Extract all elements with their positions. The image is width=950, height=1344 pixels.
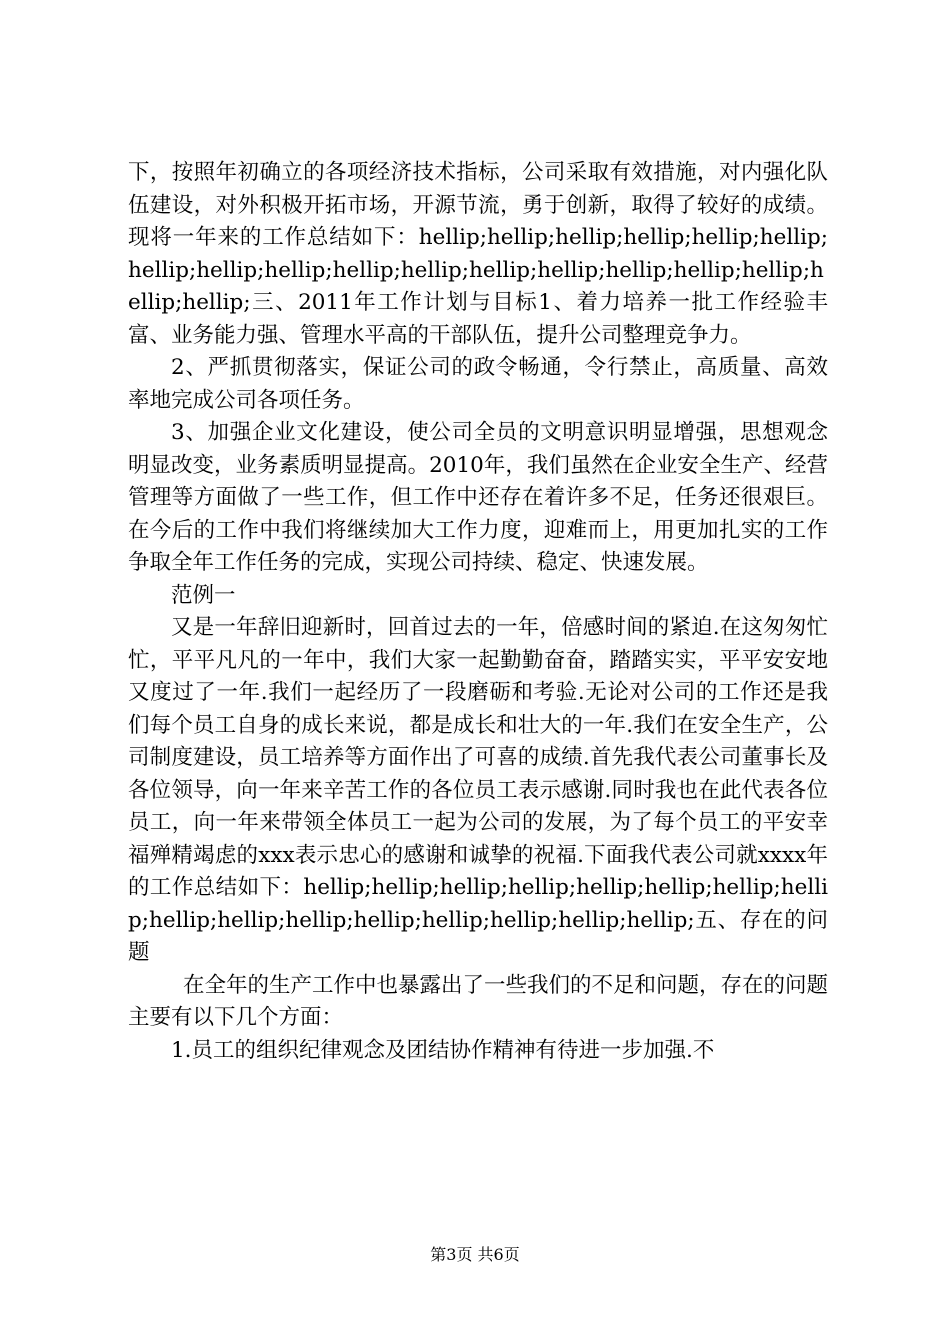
- paragraph-example-body: 又是一年辞旧迎新时，回首过去的一年，倍感时间的紧迫.在这匆匆忙忙，平平凡凡的一年中，我们大家一起勤勤奋奋，踏踏实实，平平安安地又度过了一年.我们一起经历了一段磨砺和考验.无论对公司的工作还是我们每个员工自身的成长来说，都是成长和壮大的一年.我们在安全生产，公司制度建设，员工培养等方面作出了可喜的成绩.首先我代表公司董事长及各位领导，向一年来辛苦工作的各位员工表示感谢.同时我也在此代表各位员工，向一年来带领全体员工一起为公司的发展，为了每个员工的平安幸福殚精竭虑的xxx表示忠心的感谢和诚挚的祝福.下面我代表公司就xxxx年的工作总结如下：hellip;hellip;hellip;hellip;hellip;hellip;hellip;hellip;hellip;hellip;hellip;hellip;hellip;hellip;hellip;hellip;五、存在的问题: [128, 615, 828, 965]
- page-number-footer: 第3页 共6页: [430, 1245, 520, 1264]
- section-heading-example-one: 范例一: [171, 582, 236, 608]
- paragraph-problem-1: 1.员工的组织纪律观念及团结协作精神有待进一步加强.不: [171, 1037, 715, 1063]
- paragraph-summary-intro: 下，按照年初确立的各项经济技术指标，公司采取有效措施，对内强化队伍建设，对外积极开拓市场，开源节流，勇于创新，取得了较好的成绩。现将一年来的工作总结如下：hellip;hellip;hellip;hellip;hellip;hellip;hellip;hellip;hellip;hellip;hellip;hellip;hellip;hellip;hellip;hellip;hellip;hellip;三、2011年工作计划与目标1、着力培养一批工作经验丰富、业务能力强、管理水平高的干部队伍，提升公司整理竞争力。: [128, 160, 828, 348]
- paragraph-problems-intro: 在全年的生产工作中也暴露出了一些我们的不足和问题，存在的问题主要有以下几个方面：: [128, 972, 829, 1030]
- paragraph-item-3: 3、加强企业文化建设，使公司全员的文明意识明显增强，思想观念明显改变，业务素质明显提高。2010年，我们虽然在企业安全生产、经营管理等方面做了一些工作，但工作中还存在着许多不足，任务还很艰巨。在今后的工作中我们将继续加大工作力度，迎难而上，用更加扎实的工作争取全年工作任务的完成，实现公司持续、稳定、快速发展。: [128, 420, 828, 575]
- paragraph-item-2: 2、严抓贯彻落实，保证公司的政令畅通，令行禁止，高质量、高效率地完成公司各项任务。: [128, 355, 828, 413]
- document-body: [128, 157, 828, 1067]
